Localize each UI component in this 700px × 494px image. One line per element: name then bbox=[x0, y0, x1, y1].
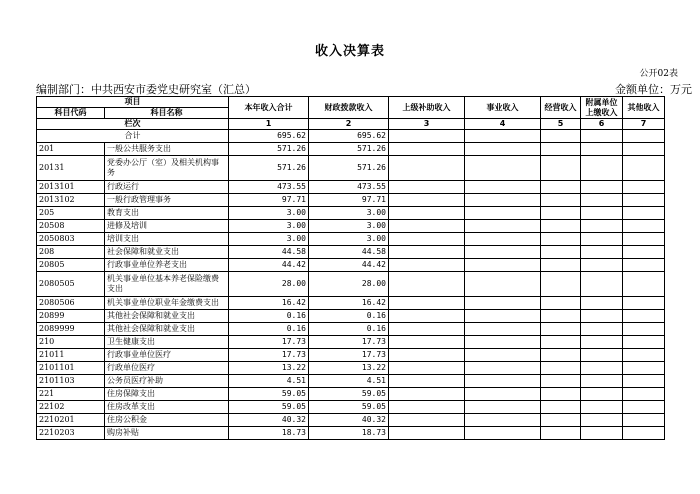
row-code: 208 bbox=[37, 246, 105, 259]
row-code: 2080505 bbox=[37, 272, 105, 297]
row-total: 17.73 bbox=[229, 349, 309, 362]
empty-cell bbox=[465, 375, 541, 388]
empty-cell bbox=[389, 414, 465, 427]
row-name: 住房改革支出 bbox=[105, 401, 229, 414]
row-fiscal: 571.26 bbox=[309, 156, 389, 181]
row-name: 党委办公厅（室）及相关机构事务 bbox=[105, 156, 229, 181]
header-total: 本年收入合计 bbox=[229, 97, 309, 119]
empty-cell bbox=[623, 143, 665, 156]
total-label: 合计 bbox=[37, 130, 229, 143]
row-name: 其他社会保障和就业支出 bbox=[105, 310, 229, 323]
column-index-6: 6 bbox=[581, 119, 623, 130]
row-code: 21011 bbox=[37, 349, 105, 362]
table-row bbox=[37, 310, 665, 323]
empty-cell bbox=[581, 130, 623, 143]
header-name: 科目名称 bbox=[105, 108, 229, 119]
table-row bbox=[37, 220, 665, 233]
empty-cell bbox=[623, 156, 665, 181]
empty-cell bbox=[581, 220, 623, 233]
empty-cell bbox=[389, 233, 465, 246]
row-total: 17.73 bbox=[229, 336, 309, 349]
empty-cell bbox=[581, 297, 623, 310]
empty-cell bbox=[581, 362, 623, 375]
empty-cell bbox=[581, 156, 623, 181]
row-code: 205 bbox=[37, 207, 105, 220]
empty-cell bbox=[465, 246, 541, 259]
empty-cell bbox=[623, 220, 665, 233]
table-row bbox=[37, 246, 665, 259]
total-row bbox=[37, 130, 665, 143]
empty-cell bbox=[465, 336, 541, 349]
table-row bbox=[37, 349, 665, 362]
row-name: 进修及培训 bbox=[105, 220, 229, 233]
empty-cell bbox=[623, 323, 665, 336]
empty-cell bbox=[581, 207, 623, 220]
header-fiscal: 财政拨款收入 bbox=[309, 97, 389, 119]
row-total: 16.42 bbox=[229, 297, 309, 310]
empty-cell bbox=[389, 143, 465, 156]
column-index-1: 1 bbox=[229, 119, 309, 130]
row-fiscal: 18.73 bbox=[309, 427, 389, 440]
empty-cell bbox=[389, 156, 465, 181]
row-total: 44.42 bbox=[229, 259, 309, 272]
empty-cell bbox=[389, 272, 465, 297]
empty-cell bbox=[623, 297, 665, 310]
table-body bbox=[37, 130, 665, 440]
row-code: 20805 bbox=[37, 259, 105, 272]
row-name: 教育支出 bbox=[105, 207, 229, 220]
empty-cell bbox=[465, 401, 541, 414]
empty-cell bbox=[623, 427, 665, 440]
header-row-1 bbox=[37, 97, 665, 108]
empty-cell bbox=[465, 414, 541, 427]
row-total: 13.22 bbox=[229, 362, 309, 375]
row-name: 购房补贴 bbox=[105, 427, 229, 440]
row-name: 培训支出 bbox=[105, 233, 229, 246]
empty-cell bbox=[465, 297, 541, 310]
table-row bbox=[37, 297, 665, 310]
row-fiscal: 17.73 bbox=[309, 349, 389, 362]
department-label: 编制部门：中共西安市委党史研究室（汇总） bbox=[36, 83, 256, 96]
empty-cell bbox=[581, 375, 623, 388]
row-fiscal: 40.32 bbox=[309, 414, 389, 427]
row-fiscal: 0.16 bbox=[309, 323, 389, 336]
row-fiscal: 16.42 bbox=[309, 297, 389, 310]
empty-cell bbox=[541, 207, 581, 220]
empty-cell bbox=[623, 181, 665, 194]
empty-cell bbox=[389, 388, 465, 401]
row-total: 97.71 bbox=[229, 194, 309, 207]
row-fiscal: 17.73 bbox=[309, 336, 389, 349]
row-fiscal: 4.51 bbox=[309, 375, 389, 388]
empty-cell bbox=[541, 181, 581, 194]
row-fiscal: 3.00 bbox=[309, 233, 389, 246]
empty-cell bbox=[541, 246, 581, 259]
empty-cell bbox=[541, 194, 581, 207]
column-index-2: 2 bbox=[309, 119, 389, 130]
empty-cell bbox=[581, 259, 623, 272]
row-fiscal: 59.05 bbox=[309, 388, 389, 401]
row-fiscal: 28.00 bbox=[309, 272, 389, 297]
row-name: 行政运行 bbox=[105, 181, 229, 194]
empty-cell bbox=[465, 259, 541, 272]
empty-cell bbox=[623, 272, 665, 297]
empty-cell bbox=[389, 220, 465, 233]
row-fiscal: 571.26 bbox=[309, 143, 389, 156]
empty-cell bbox=[541, 259, 581, 272]
row-total: 0.16 bbox=[229, 323, 309, 336]
empty-cell bbox=[465, 349, 541, 362]
empty-cell bbox=[581, 143, 623, 156]
row-total: 571.26 bbox=[229, 156, 309, 181]
empty-cell bbox=[541, 272, 581, 297]
empty-cell bbox=[465, 272, 541, 297]
empty-cell bbox=[465, 233, 541, 246]
column-index-row bbox=[37, 119, 665, 130]
row-total: 3.00 bbox=[229, 207, 309, 220]
row-total: 3.00 bbox=[229, 233, 309, 246]
empty-cell bbox=[581, 194, 623, 207]
empty-cell bbox=[465, 220, 541, 233]
empty-cell bbox=[465, 130, 541, 143]
table-row bbox=[37, 427, 665, 440]
empty-cell bbox=[541, 401, 581, 414]
row-name: 住房公积金 bbox=[105, 414, 229, 427]
row-total: 59.05 bbox=[229, 388, 309, 401]
empty-cell bbox=[465, 207, 541, 220]
empty-cell bbox=[465, 143, 541, 156]
empty-cell bbox=[389, 181, 465, 194]
row-name: 住房保障支出 bbox=[105, 388, 229, 401]
empty-cell bbox=[541, 143, 581, 156]
empty-cell bbox=[389, 427, 465, 440]
empty-cell bbox=[541, 427, 581, 440]
row-fiscal: 44.42 bbox=[309, 259, 389, 272]
row-total: 40.32 bbox=[229, 414, 309, 427]
empty-cell bbox=[623, 194, 665, 207]
empty-cell bbox=[581, 233, 623, 246]
row-code: 210 bbox=[37, 336, 105, 349]
table-row bbox=[37, 272, 665, 297]
empty-cell bbox=[541, 156, 581, 181]
empty-cell bbox=[581, 336, 623, 349]
table-row bbox=[37, 233, 665, 246]
table-row bbox=[37, 194, 665, 207]
header-item-group: 项目 bbox=[37, 97, 229, 108]
empty-cell bbox=[623, 349, 665, 362]
table-row bbox=[37, 207, 665, 220]
table-row bbox=[37, 181, 665, 194]
row-code: 2089999 bbox=[37, 323, 105, 336]
column-index-4: 4 bbox=[465, 119, 541, 130]
empty-cell bbox=[541, 220, 581, 233]
table-row bbox=[37, 388, 665, 401]
empty-cell bbox=[581, 349, 623, 362]
total-row-total: 695.62 bbox=[229, 130, 309, 143]
row-total: 18.73 bbox=[229, 427, 309, 440]
empty-cell bbox=[623, 414, 665, 427]
row-name: 一般行政管理事务 bbox=[105, 194, 229, 207]
empty-cell bbox=[389, 310, 465, 323]
empty-cell bbox=[389, 323, 465, 336]
form-number: 公开02表 bbox=[639, 69, 678, 79]
row-fiscal: 3.00 bbox=[309, 220, 389, 233]
empty-cell bbox=[623, 375, 665, 388]
empty-cell bbox=[623, 388, 665, 401]
table-row bbox=[37, 156, 665, 181]
empty-cell bbox=[623, 130, 665, 143]
empty-cell bbox=[389, 362, 465, 375]
empty-cell bbox=[389, 349, 465, 362]
table-row bbox=[37, 143, 665, 156]
row-total: 571.26 bbox=[229, 143, 309, 156]
row-fiscal: 44.58 bbox=[309, 246, 389, 259]
row-name: 行政事业单位养老支出 bbox=[105, 259, 229, 272]
empty-cell bbox=[541, 233, 581, 246]
row-code: 2101103 bbox=[37, 375, 105, 388]
header-affiliate: 附属单位上缴收入 bbox=[581, 97, 623, 119]
row-name: 机关事业单位基本养老保险缴费支出 bbox=[105, 272, 229, 297]
row-fiscal: 97.71 bbox=[309, 194, 389, 207]
empty-cell bbox=[541, 297, 581, 310]
empty-cell bbox=[465, 427, 541, 440]
empty-cell bbox=[623, 259, 665, 272]
column-index-5: 5 bbox=[541, 119, 581, 130]
empty-cell bbox=[541, 375, 581, 388]
column-index-label: 栏次 bbox=[37, 119, 229, 130]
empty-cell bbox=[465, 323, 541, 336]
row-name: 其他社会保障和就业支出 bbox=[105, 323, 229, 336]
row-fiscal: 3.00 bbox=[309, 207, 389, 220]
empty-cell bbox=[623, 401, 665, 414]
row-code: 22102 bbox=[37, 401, 105, 414]
row-name: 行政单位医疗 bbox=[105, 362, 229, 375]
empty-cell bbox=[623, 207, 665, 220]
header-other: 其他收入 bbox=[623, 97, 665, 119]
row-total: 473.55 bbox=[229, 181, 309, 194]
empty-cell bbox=[389, 259, 465, 272]
empty-cell bbox=[541, 336, 581, 349]
empty-cell bbox=[541, 362, 581, 375]
empty-cell bbox=[465, 362, 541, 375]
empty-cell bbox=[541, 388, 581, 401]
row-code: 2050803 bbox=[37, 233, 105, 246]
row-total: 3.00 bbox=[229, 220, 309, 233]
empty-cell bbox=[541, 414, 581, 427]
empty-cell bbox=[389, 246, 465, 259]
empty-cell bbox=[581, 414, 623, 427]
row-fiscal: 13.22 bbox=[309, 362, 389, 375]
row-name: 公务员医疗补助 bbox=[105, 375, 229, 388]
empty-cell bbox=[465, 388, 541, 401]
empty-cell bbox=[623, 362, 665, 375]
row-total: 59.05 bbox=[229, 401, 309, 414]
empty-cell bbox=[623, 233, 665, 246]
empty-cell bbox=[389, 375, 465, 388]
column-index-3: 3 bbox=[389, 119, 465, 130]
empty-cell bbox=[389, 194, 465, 207]
empty-cell bbox=[541, 130, 581, 143]
empty-cell bbox=[389, 130, 465, 143]
table-row bbox=[37, 375, 665, 388]
table-row bbox=[37, 336, 665, 349]
empty-cell bbox=[541, 323, 581, 336]
row-code: 2013101 bbox=[37, 181, 105, 194]
row-name: 一般公共服务支出 bbox=[105, 143, 229, 156]
empty-cell bbox=[581, 246, 623, 259]
income-table bbox=[36, 96, 665, 440]
empty-cell bbox=[541, 349, 581, 362]
table-row bbox=[37, 259, 665, 272]
header-operation: 经营收入 bbox=[541, 97, 581, 119]
header-business: 事业收入 bbox=[465, 97, 541, 119]
table-row bbox=[37, 401, 665, 414]
row-fiscal: 473.55 bbox=[309, 181, 389, 194]
row-code: 221 bbox=[37, 388, 105, 401]
amount-unit-label: 金额单位：万元 bbox=[615, 83, 692, 96]
row-name: 行政事业单位医疗 bbox=[105, 349, 229, 362]
empty-cell bbox=[389, 297, 465, 310]
row-name: 机关事业单位职业年金缴费支出 bbox=[105, 297, 229, 310]
row-code: 20899 bbox=[37, 310, 105, 323]
empty-cell bbox=[581, 272, 623, 297]
empty-cell bbox=[581, 401, 623, 414]
empty-cell bbox=[541, 310, 581, 323]
row-total: 4.51 bbox=[229, 375, 309, 388]
empty-cell bbox=[581, 323, 623, 336]
empty-cell bbox=[465, 156, 541, 181]
empty-cell bbox=[465, 310, 541, 323]
row-code: 2013102 bbox=[37, 194, 105, 207]
row-code: 2210203 bbox=[37, 427, 105, 440]
empty-cell bbox=[581, 181, 623, 194]
total-row-fiscal: 695.62 bbox=[309, 130, 389, 143]
header-upper: 上级补助收入 bbox=[389, 97, 465, 119]
report-title: 收入决算表 bbox=[314, 44, 385, 59]
row-code: 2210201 bbox=[37, 414, 105, 427]
row-name: 社会保障和就业支出 bbox=[105, 246, 229, 259]
empty-cell bbox=[623, 336, 665, 349]
empty-cell bbox=[389, 207, 465, 220]
row-name: 卫生健康支出 bbox=[105, 336, 229, 349]
empty-cell bbox=[465, 181, 541, 194]
row-code: 20508 bbox=[37, 220, 105, 233]
empty-cell bbox=[623, 246, 665, 259]
table-row bbox=[37, 323, 665, 336]
row-total: 44.58 bbox=[229, 246, 309, 259]
empty-cell bbox=[389, 336, 465, 349]
row-code: 20131 bbox=[37, 156, 105, 181]
row-code: 2101101 bbox=[37, 362, 105, 375]
row-total: 28.00 bbox=[229, 272, 309, 297]
empty-cell bbox=[581, 427, 623, 440]
empty-cell bbox=[389, 401, 465, 414]
empty-cell bbox=[623, 310, 665, 323]
column-index-7: 7 bbox=[623, 119, 665, 130]
row-total: 0.16 bbox=[229, 310, 309, 323]
empty-cell bbox=[465, 194, 541, 207]
table-row bbox=[37, 414, 665, 427]
row-code: 2080506 bbox=[37, 297, 105, 310]
header-code: 科目代码 bbox=[37, 108, 105, 119]
row-fiscal: 0.16 bbox=[309, 310, 389, 323]
empty-cell bbox=[581, 310, 623, 323]
row-fiscal: 59.05 bbox=[309, 401, 389, 414]
empty-cell bbox=[581, 388, 623, 401]
table-row bbox=[37, 362, 665, 375]
row-code: 201 bbox=[37, 143, 105, 156]
